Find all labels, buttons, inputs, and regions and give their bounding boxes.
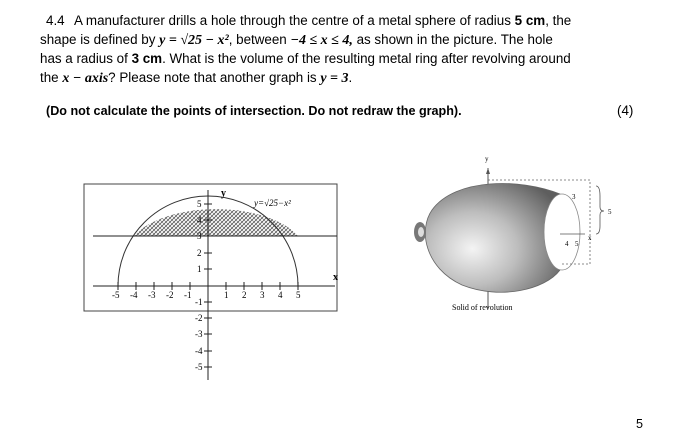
solid-label-5-side: 5 xyxy=(608,208,612,216)
y-tick-label: 4 xyxy=(197,215,202,225)
equation: y = √25 − x² xyxy=(159,32,229,48)
y-tick-label: -5 xyxy=(195,362,203,372)
solid-y-label: y xyxy=(485,155,489,163)
hole-radius: 3 cm xyxy=(131,51,163,66)
x-tick-label: 2 xyxy=(242,290,247,300)
solid-x-label: x xyxy=(588,234,592,242)
solid-y-arrow xyxy=(486,168,490,174)
x-axis-label: x xyxy=(333,272,338,283)
sphere-radius: 5 cm xyxy=(514,13,546,28)
interval: −4 ≤ x ≤ 4, xyxy=(290,32,353,48)
page-number: 5 xyxy=(636,417,644,431)
y-tick-label: 2 xyxy=(197,248,202,258)
x-tick-label: -1 xyxy=(184,290,192,300)
solid-body xyxy=(425,183,560,292)
x-tick-label: 4 xyxy=(278,290,283,300)
x-tick-label: -4 xyxy=(130,290,138,300)
y-axis-label: y xyxy=(221,188,226,199)
solid-label-4: 4 xyxy=(565,240,569,248)
y-tick-label: -2 xyxy=(195,313,203,323)
marks: (4) xyxy=(617,103,634,118)
x-tick-label: 1 xyxy=(224,290,229,300)
x-tick-label: 3 xyxy=(260,290,265,300)
curve-label: y=√25−x² xyxy=(254,198,291,208)
second-graph: y = 3 xyxy=(320,70,349,86)
y-tick-label: 3 xyxy=(197,231,202,241)
y-tick-label: 5 xyxy=(197,199,202,209)
x-tick-label: -3 xyxy=(148,290,156,300)
x-tick-label: 5 xyxy=(296,290,301,300)
y-tick-label: -4 xyxy=(195,346,203,356)
x-tick-label: -5 xyxy=(112,290,120,300)
axis-label: x − axis xyxy=(62,70,109,86)
x-tick-label: -2 xyxy=(166,290,174,300)
solid-brace xyxy=(596,186,604,234)
question-text: 4.4 A manufacturer drills a hole through the centre of a metal sphere of radius 5 cm, the shape is defined by y = √25 − x², between −4 ≤ x ≤ 4, as shown in the picture. The hole has a radius of 3 cm. What is the volume of the resulting metal ring after revolving around the x − axis? Please note that another graph is y = 3. xyxy=(40,13,572,86)
solid-caption: Solid of revolution xyxy=(452,303,513,312)
solid-label-3: 3 xyxy=(572,193,576,201)
y-tick-label: -1 xyxy=(195,297,203,307)
instruction: (Do not calculate the points of intersection. Do not redraw the graph). xyxy=(46,104,462,118)
y-tick-label: -3 xyxy=(195,329,203,339)
solid-label-5-bottom: 5 xyxy=(575,240,579,248)
solid-hole xyxy=(544,194,580,270)
question-number: 4.4 xyxy=(46,13,65,28)
y-tick-label: 1 xyxy=(197,264,202,274)
